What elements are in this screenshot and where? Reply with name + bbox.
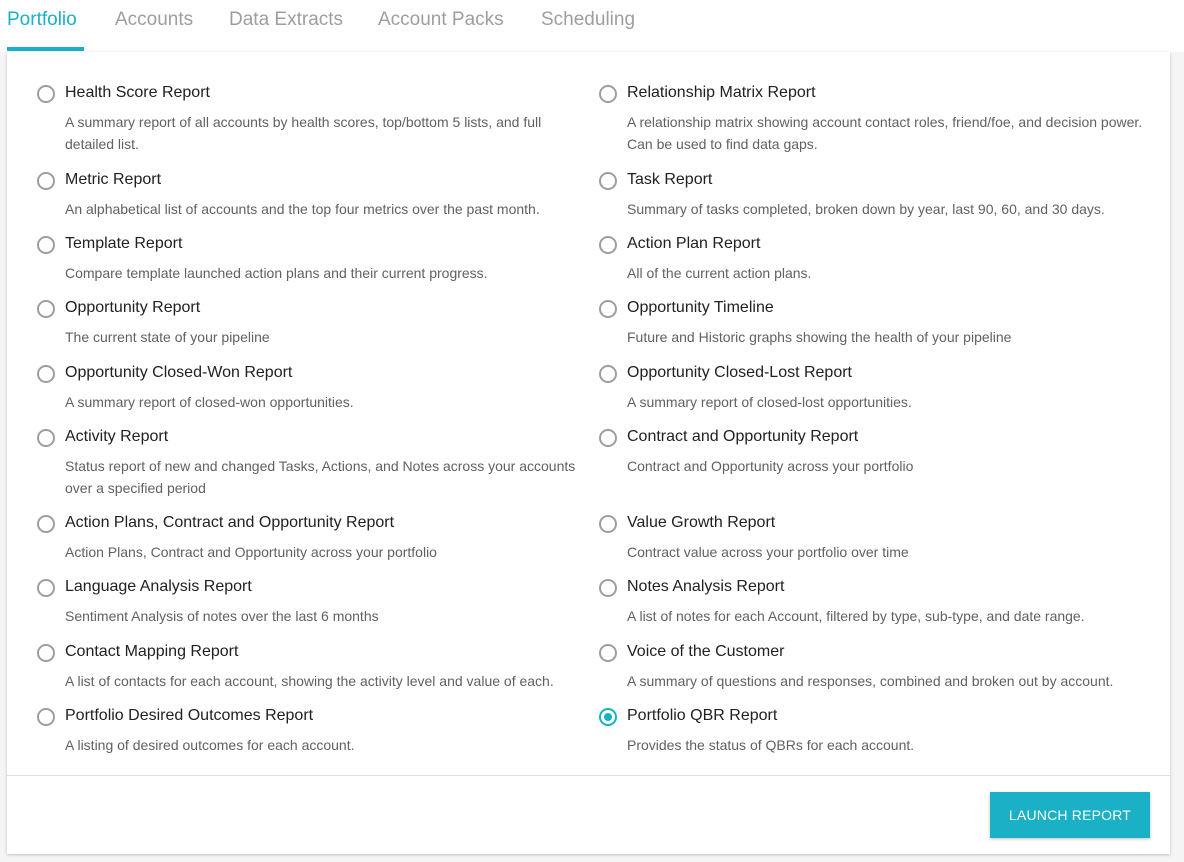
report-radio[interactable]	[599, 300, 617, 318]
report-radio[interactable]	[599, 515, 617, 533]
report-radio[interactable]	[599, 644, 617, 662]
report-title[interactable]: Action Plans, Contract and Opportunity Report	[65, 514, 395, 531]
report-radio[interactable]	[37, 85, 55, 103]
report-radio[interactable]	[599, 429, 617, 447]
report-title[interactable]: Notes Analysis Report	[627, 578, 785, 595]
report-description: A relationship matrix showing account contact roles, friend/foe, and decision power. Can be used to find data gaps.	[627, 114, 1143, 152]
report-radio[interactable]	[599, 365, 617, 383]
report-description: Future and Historic graphs showing the health of your pipeline	[627, 329, 1012, 345]
report-description: All of the current action plans.	[627, 265, 812, 281]
report-description: Provides the status of QBRs for each account.	[627, 737, 915, 753]
report-description: Contract value across your portfolio over time	[627, 544, 909, 560]
report-title[interactable]: Contract and Opportunity Report	[627, 428, 859, 445]
report-radio[interactable]	[37, 365, 55, 383]
report-radio[interactable]	[37, 172, 55, 190]
report-title[interactable]: Portfolio Desired Outcomes Report	[65, 707, 314, 724]
report-title[interactable]: Task Report	[627, 171, 713, 188]
report-description: Status report of new and changed Tasks, Actions, and Notes across your accounts over a specified period	[65, 458, 576, 496]
report-title[interactable]: Opportunity Closed-Won Report	[65, 364, 293, 381]
report-description: A summary report of all accounts by health scores, top/bottom 5 lists, and full detailed list.	[65, 114, 542, 152]
report-radio[interactable]	[599, 579, 617, 597]
report-title[interactable]: Template Report	[65, 235, 183, 252]
report-title[interactable]: Contact Mapping Report	[65, 643, 239, 660]
report-title[interactable]: Relationship Matrix Report	[627, 84, 816, 101]
tab-scheduling[interactable]: Scheduling	[541, 9, 636, 30]
report-radio[interactable]	[37, 300, 55, 318]
report-description: Compare template launched action plans and their current progress.	[65, 265, 488, 281]
report-title[interactable]: Value Growth Report	[627, 514, 776, 531]
report-radio[interactable]	[599, 236, 617, 254]
report-title[interactable]: Action Plan Report	[627, 235, 761, 252]
report-description: Sentiment Analysis of notes over the last 6 months	[65, 608, 379, 624]
active-tab-indicator	[7, 47, 84, 51]
report-description: A summary report of closed-lost opportunities.	[627, 394, 912, 410]
report-description: A summary of questions and responses, combined and broken out by account.	[627, 673, 1114, 689]
report-radio[interactable]	[37, 429, 55, 447]
report-description: Contract and Opportunity across your portfolio	[627, 458, 914, 474]
report-description: A list of notes for each Account, filtered by type, sub-type, and date range.	[627, 608, 1085, 624]
tab-account-packs[interactable]: Account Packs	[378, 9, 504, 30]
report-radio[interactable]	[37, 708, 55, 726]
report-description: Action Plans, Contract and Opportunity across your portfolio	[65, 544, 437, 560]
report-description: A listing of desired outcomes for each account.	[65, 737, 355, 753]
tab-data-extracts[interactable]: Data Extracts	[229, 9, 344, 30]
report-radio[interactable]	[599, 708, 617, 726]
report-title[interactable]: Language Analysis Report	[65, 578, 252, 595]
footer-divider	[7, 775, 1170, 776]
report-title[interactable]: Health Score Report	[65, 84, 210, 101]
report-title[interactable]: Opportunity Timeline	[627, 299, 774, 316]
report-title[interactable]: Voice of the Customer	[627, 643, 785, 660]
report-radio[interactable]	[37, 644, 55, 662]
report-title[interactable]: Opportunity Closed-Lost Report	[627, 364, 852, 381]
report-description: A list of contacts for each account, showing the activity level and value of each.	[65, 673, 554, 689]
report-radio[interactable]	[37, 579, 55, 597]
tab-accounts[interactable]: Accounts	[115, 9, 194, 30]
report-title[interactable]: Portfolio QBR Report	[627, 707, 778, 724]
report-description: An alphabetical list of accounts and the top four metrics over the past month.	[65, 201, 540, 217]
report-radio[interactable]	[599, 172, 617, 190]
report-radio[interactable]	[37, 236, 55, 254]
report-radio[interactable]	[37, 515, 55, 533]
launch-report-button[interactable]: LAUNCH REPORT	[990, 792, 1150, 838]
report-title[interactable]: Activity Report	[65, 428, 169, 445]
report-title[interactable]: Opportunity Report	[65, 299, 201, 316]
tab-bar	[0, 0, 1184, 52]
report-title[interactable]: Metric Report	[65, 171, 162, 188]
tab-portfolio[interactable]: Portfolio	[7, 9, 77, 30]
report-radio[interactable]	[599, 85, 617, 103]
report-description: A summary report of closed-won opportunities.	[65, 394, 354, 410]
report-description: The current state of your pipeline	[65, 329, 270, 345]
report-description: Summary of tasks completed, broken down by year, last 90, 60, and 30 days.	[627, 201, 1105, 217]
report-card	[7, 52, 1170, 854]
